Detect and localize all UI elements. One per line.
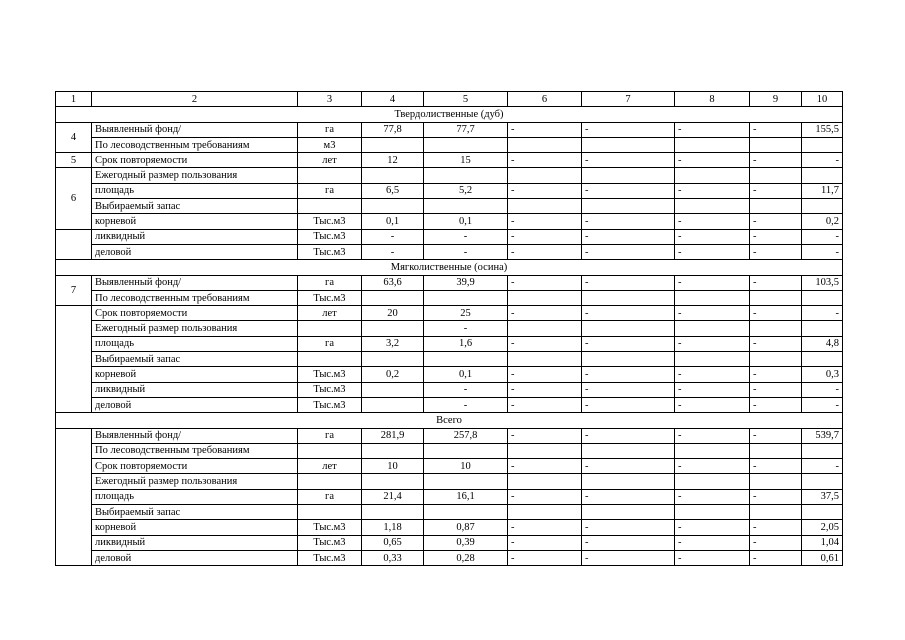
value-cell-7: - xyxy=(582,183,675,198)
unit-cell: Тыс.м3 xyxy=(298,520,362,535)
unit-cell: га xyxy=(298,275,362,290)
indicator-name: деловой xyxy=(92,550,298,565)
value-cell-4: 20 xyxy=(362,306,424,321)
value-cell-8: - xyxy=(675,306,750,321)
value-cell-4 xyxy=(362,443,424,458)
value-cell-10: 4,8 xyxy=(802,336,843,351)
value-cell-5 xyxy=(424,474,508,489)
value-cell-5: 16,1 xyxy=(424,489,508,504)
value-cell-9 xyxy=(750,199,802,214)
unit-cell: га xyxy=(298,183,362,198)
table-row xyxy=(56,290,843,305)
value-cell-10: 11,7 xyxy=(802,183,843,198)
header-row xyxy=(56,92,843,107)
value-cell-4: 1,18 xyxy=(362,520,424,535)
value-cell-8: - xyxy=(675,489,750,504)
value-cell-9 xyxy=(750,352,802,367)
value-cell-9 xyxy=(750,505,802,520)
value-cell-7: - xyxy=(582,229,675,244)
value-cell-8: - xyxy=(675,397,750,412)
value-cell-7: - xyxy=(582,382,675,397)
value-cell-6: - xyxy=(508,275,582,290)
value-cell-4: 63,6 xyxy=(362,275,424,290)
value-cell-4: 21,4 xyxy=(362,489,424,504)
table-row xyxy=(56,397,843,412)
value-cell-10: - xyxy=(802,397,843,412)
value-cell-5: - xyxy=(424,244,508,259)
value-cell-9 xyxy=(750,168,802,183)
value-cell-9 xyxy=(750,443,802,458)
indicator-name: корневой xyxy=(92,520,298,535)
value-cell-8: - xyxy=(675,229,750,244)
column-number-4: 4 xyxy=(362,92,424,107)
value-cell-6: - xyxy=(508,336,582,351)
value-cell-8 xyxy=(675,168,750,183)
value-cell-9: - xyxy=(750,428,802,443)
value-cell-10: 103,5 xyxy=(802,275,843,290)
value-cell-10 xyxy=(802,443,843,458)
section-title-row xyxy=(56,413,843,428)
value-cell-9: - xyxy=(750,229,802,244)
value-cell-6: - xyxy=(508,183,582,198)
value-cell-7: - xyxy=(582,428,675,443)
value-cell-7: - xyxy=(582,397,675,412)
value-cell-8: - xyxy=(675,183,750,198)
column-number-7: 7 xyxy=(582,92,675,107)
value-cell-10: 0,61 xyxy=(802,550,843,565)
value-cell-7 xyxy=(582,321,675,336)
indicator-name: деловой xyxy=(92,397,298,412)
value-cell-9: - xyxy=(750,336,802,351)
value-cell-5: - xyxy=(424,382,508,397)
value-cell-9: - xyxy=(750,153,802,168)
value-cell-4: 0,1 xyxy=(362,214,424,229)
value-cell-7: - xyxy=(582,244,675,259)
section-title: Твердолиственные (дуб) xyxy=(56,107,843,122)
indicator-name: Выбираемый запас xyxy=(92,199,298,214)
value-cell-6 xyxy=(508,199,582,214)
value-cell-6 xyxy=(508,474,582,489)
section-title-row xyxy=(56,260,843,275)
value-cell-4 xyxy=(362,199,424,214)
indicator-name: ликвидный xyxy=(92,382,298,397)
indicator-name: Ежегодный размер пользования xyxy=(92,321,298,336)
value-cell-9: - xyxy=(750,306,802,321)
unit-cell: Тыс.м3 xyxy=(298,214,362,229)
value-cell-6: - xyxy=(508,550,582,565)
value-cell-10: - xyxy=(802,382,843,397)
value-cell-5: 1,6 xyxy=(424,336,508,351)
table-row xyxy=(56,199,843,214)
table-row xyxy=(56,535,843,550)
column-number-5: 5 xyxy=(424,92,508,107)
value-cell-6: - xyxy=(508,306,582,321)
value-cell-8: - xyxy=(675,550,750,565)
value-cell-10: - xyxy=(802,306,843,321)
section-title: Мягколиственные (осина) xyxy=(56,260,843,275)
unit-cell: Тыс.м3 xyxy=(298,535,362,550)
indicator-name: Выявленный фонд/ xyxy=(92,275,298,290)
unit-cell xyxy=(298,505,362,520)
value-cell-4: 0,65 xyxy=(362,535,424,550)
value-cell-4 xyxy=(362,382,424,397)
value-cell-5: 257,8 xyxy=(424,428,508,443)
section-title-row xyxy=(56,107,843,122)
table-row xyxy=(56,520,843,535)
value-cell-10: - xyxy=(802,229,843,244)
value-cell-8 xyxy=(675,352,750,367)
indicator-name: По лесоводственным требованиям xyxy=(92,137,298,152)
unit-cell xyxy=(298,352,362,367)
value-cell-4 xyxy=(362,137,424,152)
value-cell-7 xyxy=(582,168,675,183)
table-row xyxy=(56,443,843,458)
value-cell-6 xyxy=(508,137,582,152)
value-cell-6: - xyxy=(508,535,582,550)
unit-cell: га xyxy=(298,489,362,504)
table-row xyxy=(56,382,843,397)
value-cell-8: - xyxy=(675,244,750,259)
indicator-name: По лесоводственным требованиям xyxy=(92,290,298,305)
value-cell-8: - xyxy=(675,367,750,382)
value-cell-7: - xyxy=(582,275,675,290)
indicator-name: Ежегодный размер пользования xyxy=(92,474,298,489)
value-cell-8: - xyxy=(675,428,750,443)
value-cell-5: 0,28 xyxy=(424,550,508,565)
value-cell-4 xyxy=(362,474,424,489)
value-cell-8 xyxy=(675,290,750,305)
value-cell-8: - xyxy=(675,520,750,535)
value-cell-5: 0,1 xyxy=(424,367,508,382)
value-cell-7 xyxy=(582,290,675,305)
value-cell-7: - xyxy=(582,122,675,137)
value-cell-8 xyxy=(675,474,750,489)
value-cell-5 xyxy=(424,199,508,214)
value-cell-6: - xyxy=(508,397,582,412)
row-number-cell xyxy=(56,229,92,260)
indicator-name: Выявленный фонд/ xyxy=(92,428,298,443)
value-cell-4: 77,8 xyxy=(362,122,424,137)
indicator-name: корневой xyxy=(92,214,298,229)
value-cell-6 xyxy=(508,321,582,336)
value-cell-8 xyxy=(675,199,750,214)
value-cell-4 xyxy=(362,397,424,412)
value-cell-9 xyxy=(750,321,802,336)
indicator-name: ликвидный xyxy=(92,535,298,550)
value-cell-7 xyxy=(582,474,675,489)
table-row xyxy=(56,489,843,504)
value-cell-6 xyxy=(508,505,582,520)
value-cell-7: - xyxy=(582,489,675,504)
value-cell-8: - xyxy=(675,459,750,474)
row-number-cell: 5 xyxy=(56,153,92,168)
value-cell-9: - xyxy=(750,214,802,229)
indicator-name: Выбираемый запас xyxy=(92,505,298,520)
table-row xyxy=(56,229,843,244)
value-cell-7: - xyxy=(582,336,675,351)
column-number-2: 2 xyxy=(92,92,298,107)
unit-cell: м3 xyxy=(298,137,362,152)
value-cell-10: - xyxy=(802,459,843,474)
value-cell-4: - xyxy=(362,244,424,259)
indicator-name: деловой xyxy=(92,244,298,259)
value-cell-7 xyxy=(582,137,675,152)
value-cell-8: - xyxy=(675,275,750,290)
value-cell-10 xyxy=(802,505,843,520)
value-cell-7: - xyxy=(582,153,675,168)
value-cell-7 xyxy=(582,443,675,458)
value-cell-7: - xyxy=(582,459,675,474)
value-cell-10: 1,04 xyxy=(802,535,843,550)
value-cell-8: - xyxy=(675,214,750,229)
value-cell-9: - xyxy=(750,244,802,259)
table-row xyxy=(56,275,843,290)
value-cell-6: - xyxy=(508,367,582,382)
value-cell-8: - xyxy=(675,122,750,137)
value-cell-10: 0,2 xyxy=(802,214,843,229)
indicator-name: Срок повторяемости xyxy=(92,306,298,321)
table-row xyxy=(56,153,843,168)
indicator-name: ликвидный xyxy=(92,229,298,244)
value-cell-7 xyxy=(582,199,675,214)
table-row xyxy=(56,336,843,351)
unit-cell: Тыс.м3 xyxy=(298,244,362,259)
value-cell-9: - xyxy=(750,397,802,412)
value-cell-10: 37,5 xyxy=(802,489,843,504)
value-cell-4 xyxy=(362,352,424,367)
column-number-6: 6 xyxy=(508,92,582,107)
value-cell-9: - xyxy=(750,367,802,382)
unit-cell: га xyxy=(298,122,362,137)
value-cell-6: - xyxy=(508,520,582,535)
indicator-name: Срок повторяемости xyxy=(92,459,298,474)
value-cell-10 xyxy=(802,199,843,214)
value-cell-8: - xyxy=(675,336,750,351)
value-cell-7: - xyxy=(582,550,675,565)
table-row xyxy=(56,321,843,336)
value-cell-4: 0,33 xyxy=(362,550,424,565)
value-cell-10 xyxy=(802,474,843,489)
value-cell-4: 281,9 xyxy=(362,428,424,443)
value-cell-4 xyxy=(362,168,424,183)
value-cell-5: 0,39 xyxy=(424,535,508,550)
value-cell-5: - xyxy=(424,229,508,244)
value-cell-10 xyxy=(802,168,843,183)
unit-cell: Тыс.м3 xyxy=(298,367,362,382)
table-row xyxy=(56,505,843,520)
table-row xyxy=(56,367,843,382)
value-cell-8: - xyxy=(675,153,750,168)
value-cell-10: 0,3 xyxy=(802,367,843,382)
value-cell-10 xyxy=(802,321,843,336)
unit-cell xyxy=(298,199,362,214)
value-cell-4: - xyxy=(362,229,424,244)
value-cell-6: - xyxy=(508,459,582,474)
table-row xyxy=(56,306,843,321)
value-cell-9: - xyxy=(750,459,802,474)
value-cell-10 xyxy=(802,290,843,305)
value-cell-7: - xyxy=(582,535,675,550)
indicator-name: По лесоводственным требованиям xyxy=(92,443,298,458)
unit-cell xyxy=(298,443,362,458)
value-cell-8: - xyxy=(675,535,750,550)
value-cell-5 xyxy=(424,352,508,367)
value-cell-6 xyxy=(508,290,582,305)
unit-cell: Тыс.м3 xyxy=(298,229,362,244)
indicator-name: площадь xyxy=(92,489,298,504)
indicator-name: Выявленный фонд/ xyxy=(92,122,298,137)
value-cell-4: 3,2 xyxy=(362,336,424,351)
value-cell-5: 25 xyxy=(424,306,508,321)
column-number-10: 10 xyxy=(802,92,843,107)
value-cell-5: 0,87 xyxy=(424,520,508,535)
value-cell-10: - xyxy=(802,153,843,168)
row-number-cell xyxy=(56,428,92,566)
value-cell-6: - xyxy=(508,489,582,504)
row-number-cell xyxy=(56,306,92,413)
value-cell-9: - xyxy=(750,550,802,565)
value-cell-9: - xyxy=(750,275,802,290)
unit-cell: Тыс.м3 xyxy=(298,550,362,565)
value-cell-5 xyxy=(424,137,508,152)
value-cell-7 xyxy=(582,505,675,520)
column-number-9: 9 xyxy=(750,92,802,107)
value-cell-8 xyxy=(675,137,750,152)
value-cell-4 xyxy=(362,290,424,305)
value-cell-9: - xyxy=(750,520,802,535)
value-cell-9: - xyxy=(750,489,802,504)
table-row xyxy=(56,428,843,443)
column-number-1: 1 xyxy=(56,92,92,107)
value-cell-9: - xyxy=(750,122,802,137)
unit-cell: лет xyxy=(298,306,362,321)
unit-cell: лет xyxy=(298,459,362,474)
value-cell-8: - xyxy=(675,382,750,397)
unit-cell: лет xyxy=(298,153,362,168)
column-number-3: 3 xyxy=(298,92,362,107)
value-cell-10: 155,5 xyxy=(802,122,843,137)
value-cell-4 xyxy=(362,505,424,520)
value-cell-6 xyxy=(508,168,582,183)
value-cell-8 xyxy=(675,443,750,458)
value-cell-7: - xyxy=(582,520,675,535)
value-cell-9: - xyxy=(750,382,802,397)
value-cell-9 xyxy=(750,290,802,305)
value-cell-5: - xyxy=(424,321,508,336)
value-cell-6: - xyxy=(508,214,582,229)
unit-cell: га xyxy=(298,336,362,351)
unit-cell: Тыс.м3 xyxy=(298,290,362,305)
value-cell-9 xyxy=(750,137,802,152)
value-cell-5: - xyxy=(424,397,508,412)
value-cell-4: 12 xyxy=(362,153,424,168)
value-cell-6: - xyxy=(508,428,582,443)
indicator-name: Срок повторяемости xyxy=(92,153,298,168)
table-row xyxy=(56,459,843,474)
unit-cell xyxy=(298,321,362,336)
unit-cell: Тыс.м3 xyxy=(298,382,362,397)
value-cell-4 xyxy=(362,321,424,336)
table-row xyxy=(56,474,843,489)
value-cell-6: - xyxy=(508,382,582,397)
value-cell-6: - xyxy=(508,244,582,259)
forest-fund-table xyxy=(55,91,843,566)
value-cell-5 xyxy=(424,168,508,183)
value-cell-5: 0,1 xyxy=(424,214,508,229)
unit-cell xyxy=(298,168,362,183)
value-cell-10 xyxy=(802,352,843,367)
indicator-name: площадь xyxy=(92,183,298,198)
value-cell-10: 2,05 xyxy=(802,520,843,535)
unit-cell: га xyxy=(298,428,362,443)
value-cell-5: 15 xyxy=(424,153,508,168)
table-body xyxy=(56,92,843,566)
value-cell-5: 39,9 xyxy=(424,275,508,290)
indicator-name: Выбираемый запас xyxy=(92,352,298,367)
table-row xyxy=(56,183,843,198)
value-cell-7 xyxy=(582,352,675,367)
value-cell-9 xyxy=(750,474,802,489)
table-row xyxy=(56,122,843,137)
unit-cell: Тыс.м3 xyxy=(298,397,362,412)
indicator-name: корневой xyxy=(92,367,298,382)
table-row xyxy=(56,168,843,183)
value-cell-6: - xyxy=(508,229,582,244)
table-row xyxy=(56,352,843,367)
value-cell-8 xyxy=(675,505,750,520)
value-cell-10: 539,7 xyxy=(802,428,843,443)
value-cell-5: 10 xyxy=(424,459,508,474)
value-cell-4: 10 xyxy=(362,459,424,474)
value-cell-5 xyxy=(424,505,508,520)
indicator-name: площадь xyxy=(92,336,298,351)
value-cell-6: - xyxy=(508,122,582,137)
row-number-cell: 7 xyxy=(56,275,92,306)
value-cell-5 xyxy=(424,443,508,458)
section-title: Всего xyxy=(56,413,843,428)
table-row xyxy=(56,550,843,565)
value-cell-10 xyxy=(802,137,843,152)
value-cell-7: - xyxy=(582,306,675,321)
value-cell-9: - xyxy=(750,183,802,198)
value-cell-7: - xyxy=(582,214,675,229)
value-cell-6 xyxy=(508,443,582,458)
row-number-cell: 6 xyxy=(56,168,92,229)
value-cell-5: 5,2 xyxy=(424,183,508,198)
unit-cell xyxy=(298,474,362,489)
value-cell-6: - xyxy=(508,153,582,168)
value-cell-8 xyxy=(675,321,750,336)
value-cell-4: 6,5 xyxy=(362,183,424,198)
value-cell-10: - xyxy=(802,244,843,259)
table-row xyxy=(56,137,843,152)
row-number-cell: 4 xyxy=(56,122,92,153)
value-cell-5: 77,7 xyxy=(424,122,508,137)
value-cell-6 xyxy=(508,352,582,367)
value-cell-4: 0,2 xyxy=(362,367,424,382)
value-cell-9: - xyxy=(750,535,802,550)
value-cell-5 xyxy=(424,290,508,305)
column-number-8: 8 xyxy=(675,92,750,107)
table-row xyxy=(56,244,843,259)
value-cell-7: - xyxy=(582,367,675,382)
table-row xyxy=(56,214,843,229)
indicator-name: Ежегодный размер пользования xyxy=(92,168,298,183)
